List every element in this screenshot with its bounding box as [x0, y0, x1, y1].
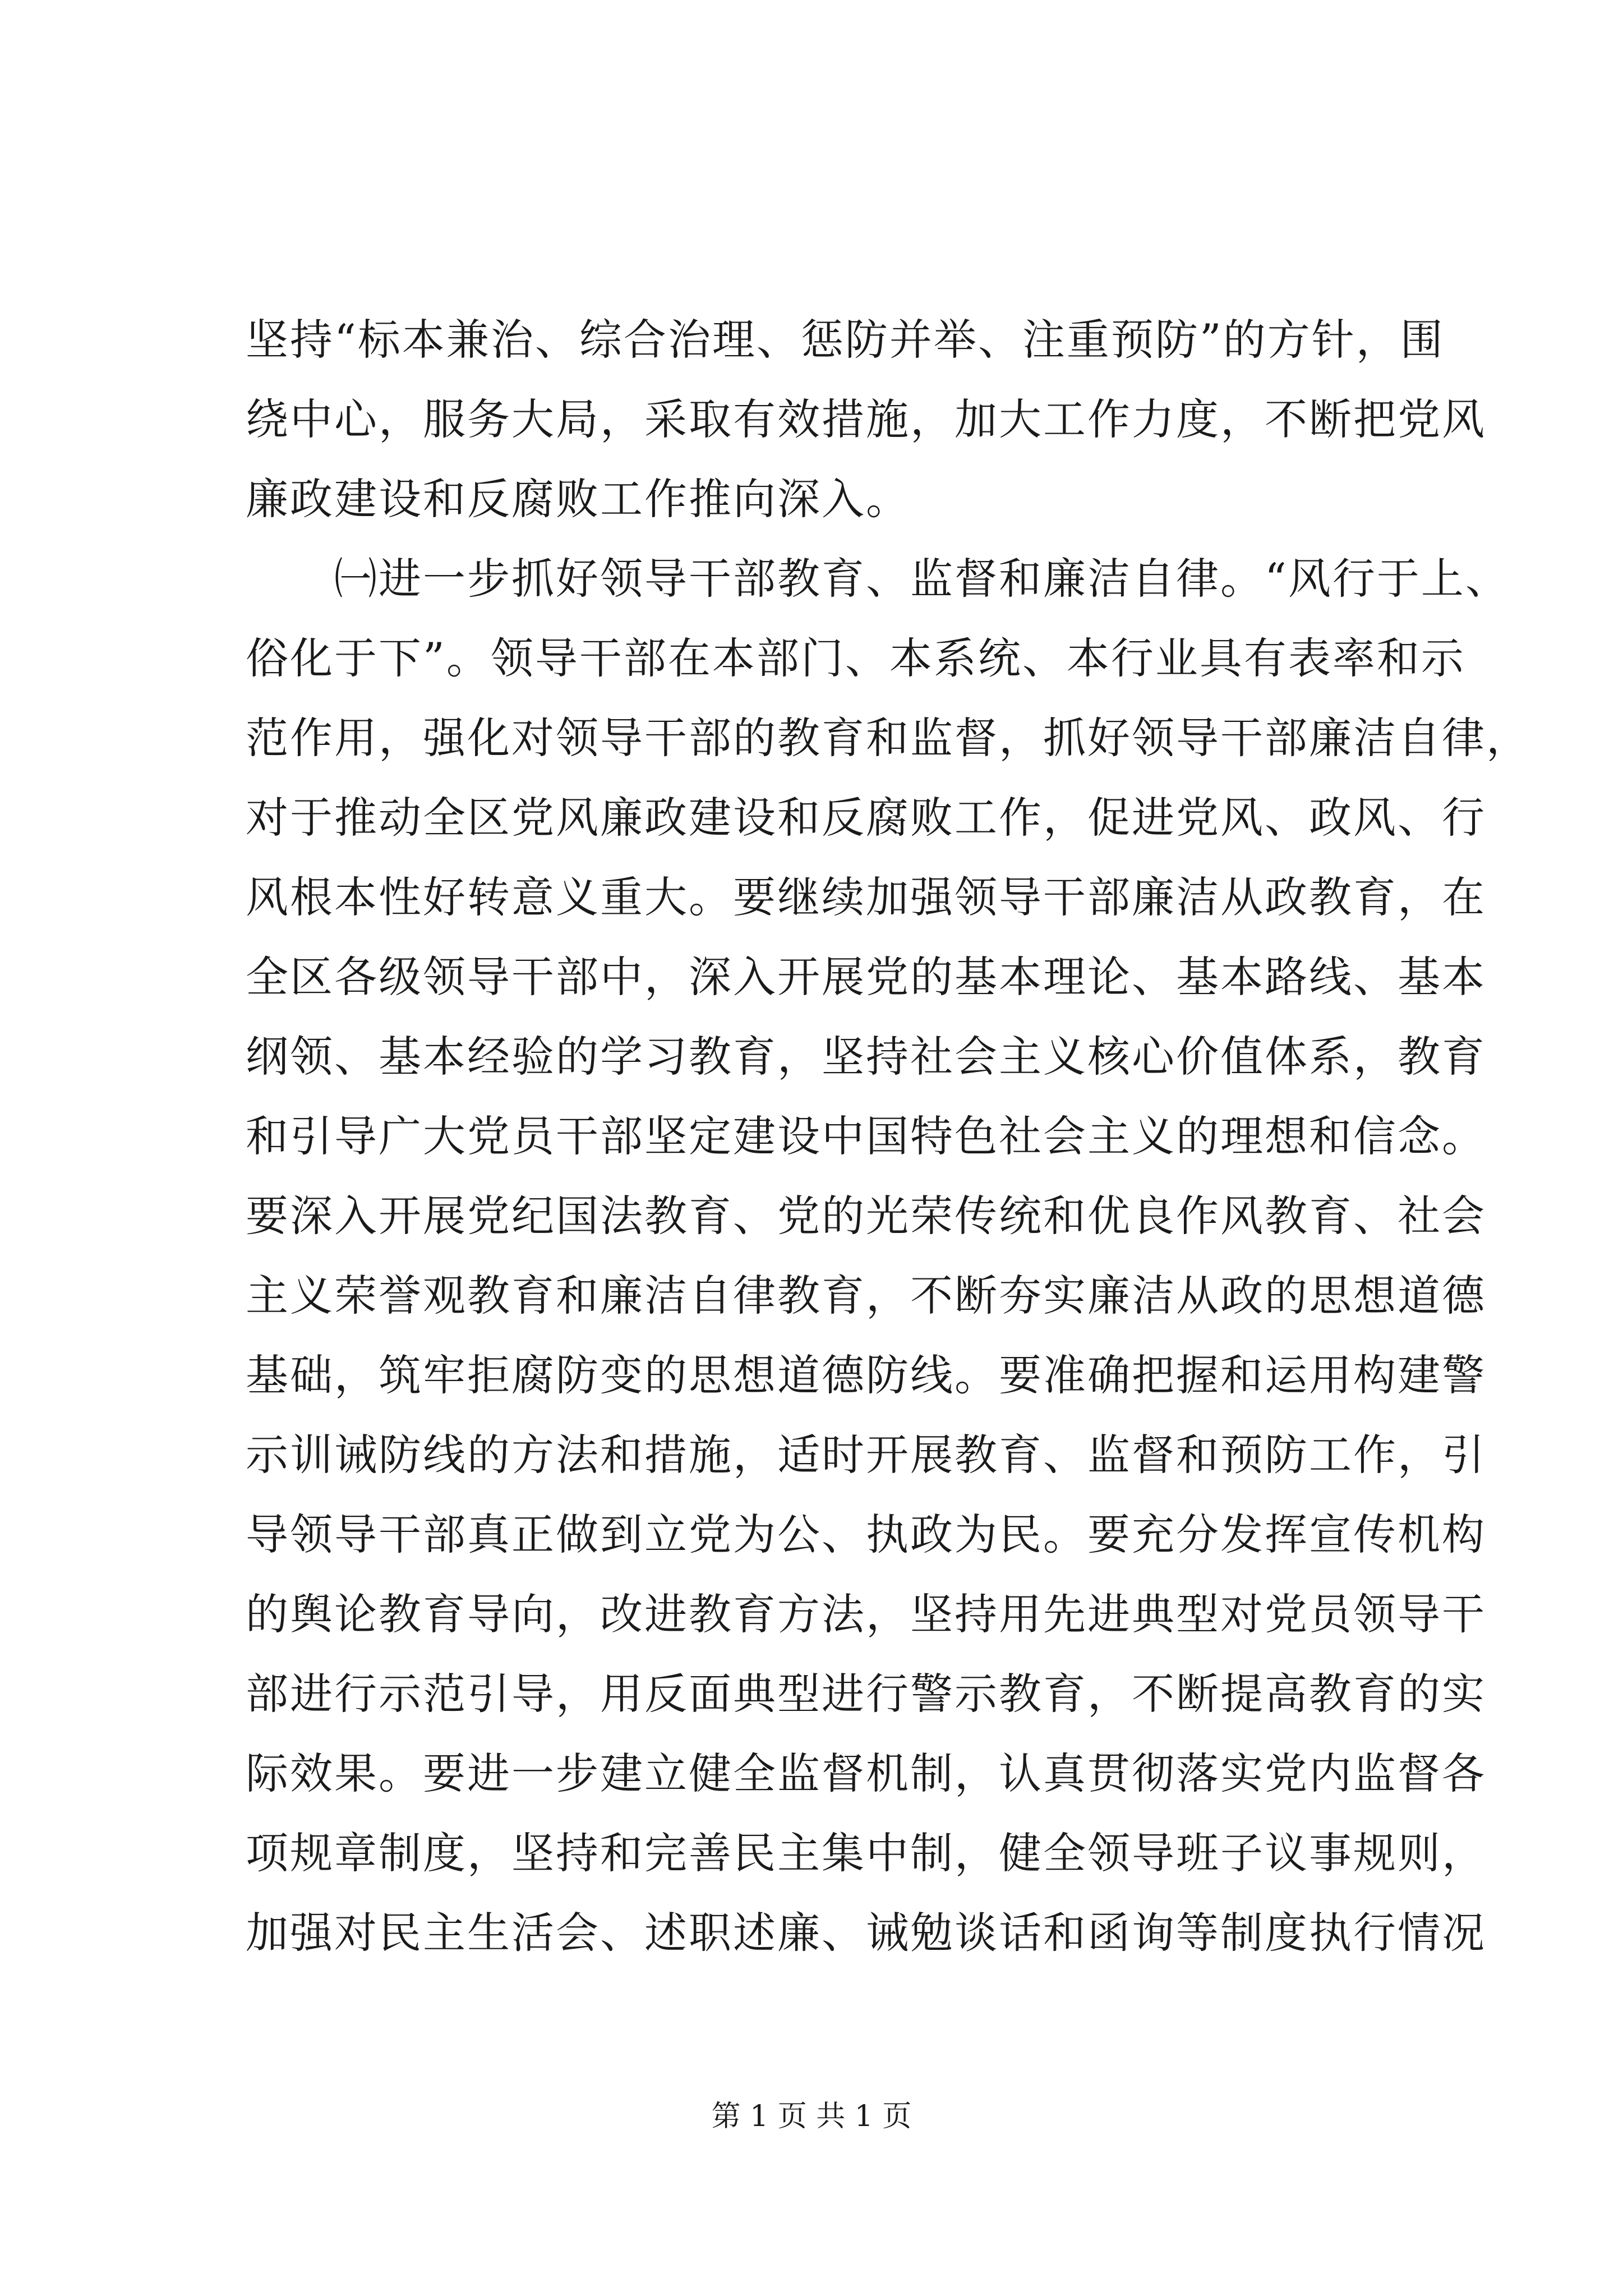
body-line: 际效果。要进一步建立健全监督机制，认真贯彻落实党内监督各	[246, 1749, 1486, 1798]
body-line: 和引导广大党员干部坚定建设中国特色社会主义的理想和信念。	[246, 1111, 1486, 1161]
body-line: 全区各级领导干部中，深入开展党的基本理论、基本路线、基本	[246, 952, 1486, 1002]
body-line: 基础，筑牢拒腐防变的思想道德防线。要准确把握和运用构建警	[246, 1350, 1486, 1400]
page-number-footer: 第 1 页 共 1 页	[711, 2100, 912, 2133]
body-line: 范作用，强化对领导干部的教育和监督，抓好领导干部廉洁自律，	[246, 713, 1530, 763]
body-line: 项规章制度，坚持和完善民主集中制，健全领导班子议事规则，	[246, 1828, 1486, 1878]
body-line: 示训诫防线的方法和措施，适时开展教育、监督和预防工作，引	[246, 1430, 1486, 1480]
body-line: 部进行示范引导，用反面典型进行警示教育，不断提高教育的实	[246, 1669, 1486, 1719]
section-heading-line: ㈠进一步抓好领导干部教育、监督和廉洁自律。“风行于上、	[334, 554, 1510, 604]
body-line: 纲领、基本经验的学习教育，坚持社会主义核心价值体系，教育	[246, 1032, 1486, 1082]
body-line: 廉政建设和反腐败工作推向深入。	[246, 474, 910, 524]
document-body	[246, 300, 1530, 1973]
body-line: 坚持“标本兼治、综合治理、惩防并举、注重预防”的方针，围	[246, 315, 1445, 365]
body-line: 的舆论教育导向，改进教育方法，坚持用先进典型对党员领导干	[246, 1589, 1486, 1639]
body-line: 加强对民主生活会、述职述廉、诫勉谈话和函询等制度执行情况	[246, 1908, 1486, 1958]
body-line: 导领导干部真正做到立党为公、执政为民。要充分发挥宣传机构	[246, 1510, 1486, 1559]
body-line: 要深入开展党纪国法教育、党的光荣传统和优良作风教育、社会	[246, 1191, 1486, 1241]
body-line: 风根本性好转意义重大。要继续加强领导干部廉洁从政教育，在	[246, 872, 1486, 922]
body-line: 主义荣誉观教育和廉洁自律教育，不断夯实廉洁从政的思想道德	[246, 1271, 1486, 1320]
body-line: 对于推动全区党风廉政建设和反腐败工作，促进党风、政风、行	[246, 793, 1486, 843]
body-line: 绕中心，服务大局，采取有效措施，加大工作力度，不断把党风	[246, 394, 1486, 444]
body-line: 俗化于下”。领导干部在本部门、本系统、本行业具有表率和示	[246, 633, 1465, 683]
